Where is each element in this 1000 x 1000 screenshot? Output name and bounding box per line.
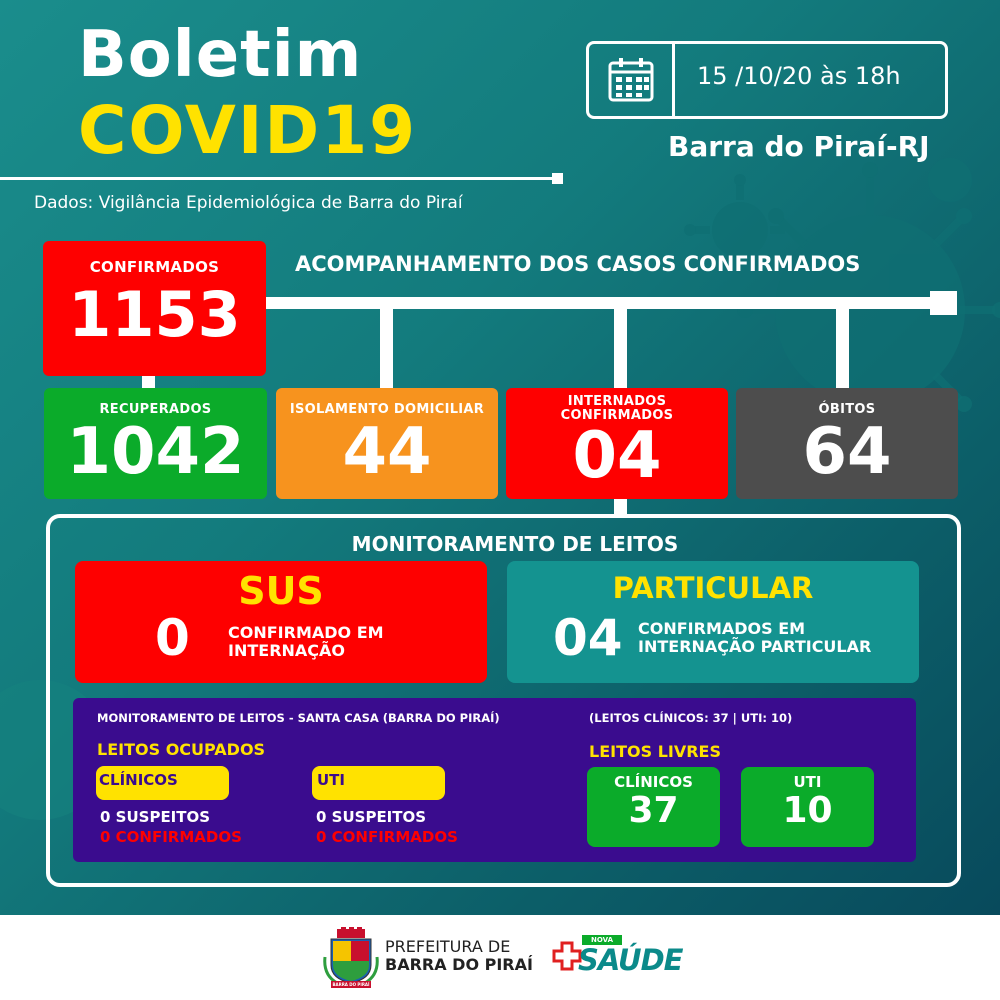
santa-casa-capacity: (LEITOS CLÍNICOS: 37 | UTI: 10) bbox=[589, 711, 793, 725]
free-title: LEITOS LIVRES bbox=[589, 742, 721, 761]
date-box bbox=[586, 41, 948, 119]
uti-suspeitos: 0 SUSPEITOS bbox=[316, 808, 427, 826]
confirmed-label: CONFIRMADOS bbox=[89, 258, 220, 276]
occupied-title: LEITOS OCUPADOS bbox=[97, 740, 266, 759]
free-uti-card bbox=[741, 767, 874, 847]
confirmed-card bbox=[43, 241, 266, 376]
uti-confirmados: 0 CONFIRMADOS bbox=[316, 828, 458, 846]
obitos-value: 64 bbox=[802, 415, 892, 489]
calendar-icon bbox=[589, 44, 675, 116]
logo-nova-tag: NOVA bbox=[582, 935, 622, 945]
isolamento-label: ISOLAMENTO DOMICILIAR bbox=[289, 402, 485, 417]
clinicos-confirmados: 0 CONFIRMADOS bbox=[100, 828, 242, 846]
confirmed-value: 1153 bbox=[68, 278, 241, 351]
connector-obitos bbox=[836, 305, 849, 390]
sus-desc-line1: CONFIRMADO EM bbox=[228, 623, 384, 642]
bulletin-date: 15 /10/20 às 18h bbox=[697, 62, 901, 90]
free-uti-label: UTI bbox=[793, 773, 822, 791]
sus-panel bbox=[75, 561, 487, 683]
particular-description bbox=[638, 620, 871, 656]
occupied-uti-label: UTI bbox=[317, 771, 345, 789]
particular-desc-line2: INTERNAÇÃO PARTICULAR bbox=[638, 637, 872, 656]
sus-description bbox=[228, 624, 384, 660]
connector-internados bbox=[614, 305, 627, 390]
particular-title: PARTICULAR bbox=[612, 571, 814, 605]
monitoring-title: MONITORAMENTO DE LEITOS bbox=[351, 532, 679, 556]
title-line-2: COVID19 bbox=[78, 92, 418, 169]
particular-value: 04 bbox=[553, 609, 623, 667]
santa-casa-panel bbox=[73, 698, 916, 862]
title-divider bbox=[0, 177, 560, 180]
title-line-1: Boletim bbox=[78, 18, 363, 92]
free-uti-value: 10 bbox=[782, 790, 833, 831]
footer bbox=[0, 915, 1000, 1000]
prefeitura-line2: BARRA DO PIRAÍ bbox=[385, 955, 533, 974]
internados-card bbox=[506, 388, 728, 499]
connector-isolamento bbox=[380, 305, 393, 390]
city-crest-logo bbox=[323, 927, 379, 989]
nova-saude-logo bbox=[544, 933, 684, 988]
recuperados-value: 1042 bbox=[66, 415, 245, 489]
prefeitura-line1: PREFEITURA DE bbox=[385, 937, 511, 956]
sus-title: SUS bbox=[238, 569, 324, 613]
prefeitura-text bbox=[385, 938, 533, 974]
sus-value: 0 bbox=[155, 609, 190, 667]
free-clinicos-value: 37 bbox=[628, 790, 679, 831]
isolamento-card bbox=[276, 388, 498, 499]
internados-value: 04 bbox=[572, 419, 662, 493]
occupied-uti-pill bbox=[312, 766, 445, 800]
connector-end bbox=[930, 291, 957, 315]
occupied-clinicos-pill bbox=[96, 766, 229, 800]
free-clinicos-card bbox=[587, 767, 720, 847]
logo-saude-text: SAÚDE bbox=[578, 943, 683, 977]
occupied-clinicos-label: CLÍNICOS bbox=[99, 771, 178, 789]
obitos-label: ÓBITOS bbox=[818, 402, 876, 417]
title-divider-dot bbox=[552, 173, 563, 184]
santa-casa-title: MONITORAMENTO DE LEITOS - SANTA CASA (BARRA DO PIRAÍ) bbox=[97, 711, 500, 725]
data-source: Dados: Vigilância Epidemiológica de Barra do Piraí bbox=[34, 193, 463, 213]
clinicos-suspeitos: 0 SUSPEITOS bbox=[100, 808, 211, 826]
recuperados-card bbox=[44, 388, 267, 499]
internados-label: INTERNADOS CONFIRMADOS bbox=[560, 394, 674, 423]
isolamento-value: 44 bbox=[342, 415, 432, 489]
particular-panel bbox=[507, 561, 919, 683]
sus-desc-line2: INTERNAÇÃO bbox=[228, 641, 346, 660]
particular-desc-line1: CONFIRMADOS EM bbox=[638, 619, 806, 638]
crest-text: BARRA DO PIRAÍ bbox=[332, 982, 370, 987]
city-name: Barra do Piraí-RJ bbox=[668, 130, 930, 163]
recuperados-label: RECUPERADOS bbox=[99, 402, 212, 417]
obitos-card bbox=[736, 388, 958, 499]
free-clinicos-label: CLÍNICOS bbox=[614, 773, 693, 791]
tracking-title: ACOMPANHAMENTO DOS CASOS CONFIRMADOS bbox=[295, 252, 861, 276]
